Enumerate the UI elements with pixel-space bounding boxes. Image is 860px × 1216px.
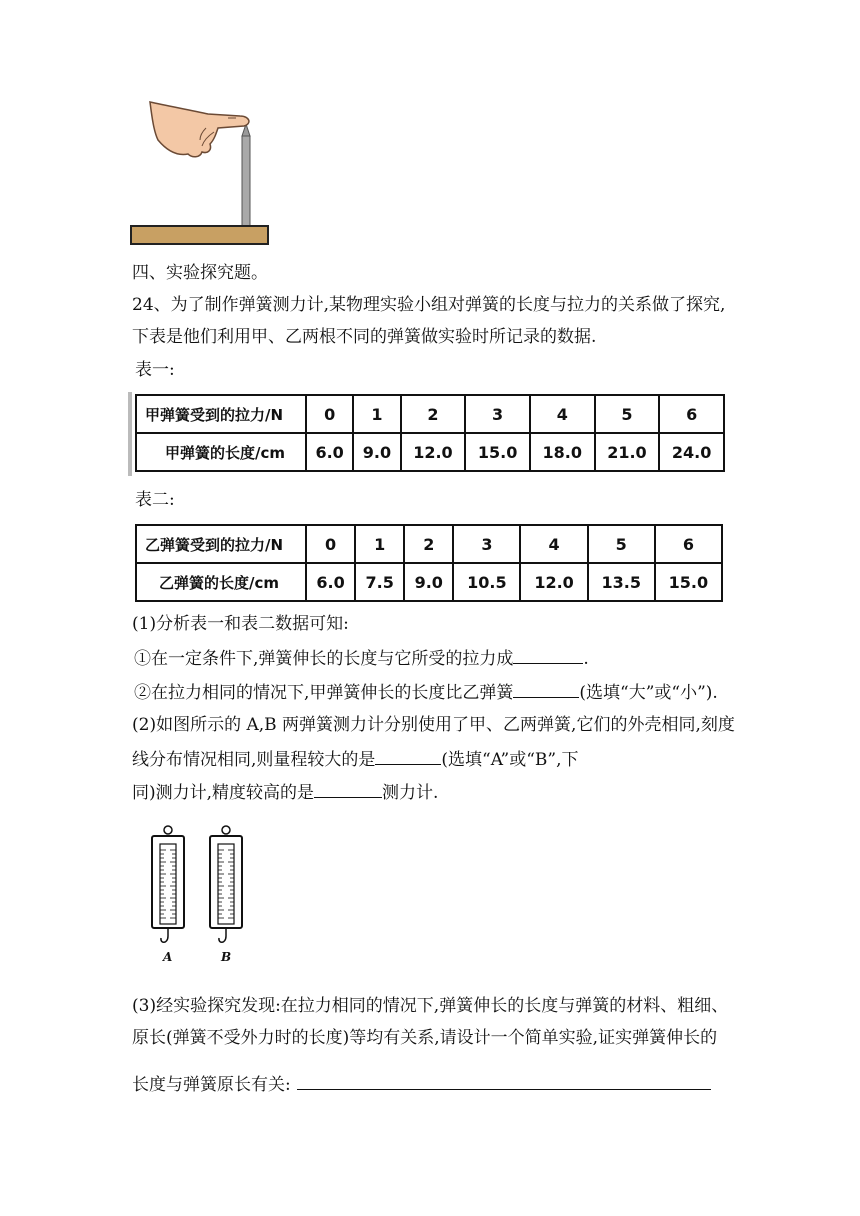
question-intro-line2: 下表是他们利用甲、乙两根不同的弹簧做实验时所记录的数据. xyxy=(132,327,597,347)
answer-blank[interactable] xyxy=(297,1071,711,1090)
scale-label-b: B xyxy=(221,950,232,964)
part2-line2 xyxy=(132,746,578,772)
table1-caption: 表一: xyxy=(135,360,175,380)
section-title: 四、实验探究题。 xyxy=(132,263,268,283)
table1-side-bar xyxy=(128,392,132,476)
spring-scales-illustration xyxy=(140,824,260,966)
table-cell: 0 xyxy=(306,395,353,433)
table-cell: 24.0 xyxy=(659,433,724,471)
wooden-base xyxy=(131,226,268,244)
part1-b-text: ②在拉力相同的情况下,甲弹簧伸长的长度比乙弹簧 xyxy=(134,683,514,703)
table-cell: 4 xyxy=(530,395,595,433)
table-row xyxy=(136,433,724,471)
hand-icon xyxy=(150,102,249,157)
table-cell: 1 xyxy=(355,525,404,563)
table-cell: 7.5 xyxy=(355,563,404,601)
table-cell: 12.0 xyxy=(401,433,466,471)
table-cell: 1 xyxy=(353,395,400,433)
spring-scale-b-icon xyxy=(210,826,242,942)
part1-a xyxy=(134,645,589,671)
table-cell: 3 xyxy=(453,525,520,563)
table1 xyxy=(135,394,725,472)
part3-line3 xyxy=(132,1071,711,1097)
table-cell: 6.0 xyxy=(306,563,355,601)
table-cell: 15.0 xyxy=(465,433,530,471)
question-intro-line1: 24、为了制作弹簧测力计,某物理实验小组对弹簧的长度与拉力的关系做了探究, xyxy=(132,295,726,315)
table-cell: 2 xyxy=(401,395,466,433)
part2-line3-text: 同)测力计,精度较高的是 xyxy=(132,783,315,803)
table-row xyxy=(136,563,722,601)
part2-line2-text: 线分布情况相同,则量程较大的是 xyxy=(132,750,376,770)
part2-line3 xyxy=(132,779,438,805)
answer-blank[interactable] xyxy=(513,679,579,698)
table-cell: 13.5 xyxy=(588,563,655,601)
answer-blank[interactable] xyxy=(375,746,441,765)
table-row xyxy=(136,525,722,563)
table-cell: 6 xyxy=(659,395,724,433)
answer-blank[interactable] xyxy=(314,779,382,798)
part1-title: (1)分析表一和表二数据可知: xyxy=(132,614,349,634)
spring-scale-a-icon xyxy=(152,826,184,942)
part1-a-end: . xyxy=(583,649,589,669)
table2-row1-header: 乙弹簧受到的拉力/N xyxy=(136,525,306,563)
table-cell: 12.0 xyxy=(520,563,587,601)
table-cell: 9.0 xyxy=(353,433,400,471)
table-cell: 9.0 xyxy=(404,563,453,601)
table-cell: 10.5 xyxy=(453,563,520,601)
part3-line2: 原长(弹簧不受外力时的长度)等均有关系,请设计一个简单实验,证实弹簧伸长的 xyxy=(132,1028,718,1048)
table-cell: 0 xyxy=(306,525,355,563)
table1-row1-header: 甲弹簧受到的拉力/N xyxy=(136,395,306,433)
table-cell: 2 xyxy=(404,525,453,563)
part3-line1: (3)经实验探究发现:在拉力相同的情况下,弹簧伸长的长度与弹簧的材料、粗细、 xyxy=(132,996,729,1016)
table-cell: 6.0 xyxy=(306,433,353,471)
part1-b xyxy=(134,679,718,705)
table-cell: 5 xyxy=(588,525,655,563)
table-cell: 15.0 xyxy=(655,563,722,601)
table-cell: 6 xyxy=(655,525,722,563)
table-cell: 3 xyxy=(465,395,530,433)
hand-press-illustration xyxy=(128,96,278,250)
part3-line3-text: 长度与弹簧原长有关: xyxy=(132,1075,291,1095)
table1-row2-header: 甲弹簧的长度/cm xyxy=(136,433,306,471)
part2-line2-end: (选填“A”或“B”,下 xyxy=(441,750,579,770)
table2-caption: 表二: xyxy=(135,490,175,510)
part2-line3-end: 测力计. xyxy=(382,783,439,803)
scale-label-a: A xyxy=(163,950,173,964)
answer-blank[interactable] xyxy=(513,645,583,664)
table2-row2-header: 乙弹簧的长度/cm xyxy=(136,563,306,601)
part1-a-text: ①在一定条件下,弹簧伸长的长度与它所受的拉力成 xyxy=(134,649,514,669)
table-cell: 21.0 xyxy=(595,433,660,471)
table-row xyxy=(136,395,724,433)
part2-line1: (2)如图所示的 A,B 两弹簧测力计分别使用了甲、乙两弹簧,它们的外壳相同,刻度 xyxy=(132,715,735,735)
part1-b-end: (选填“大”或“小”). xyxy=(579,683,718,703)
spring-rod xyxy=(242,136,250,228)
table2 xyxy=(135,524,723,602)
table-cell: 18.0 xyxy=(530,433,595,471)
table-cell: 4 xyxy=(520,525,587,563)
table-cell: 5 xyxy=(595,395,660,433)
